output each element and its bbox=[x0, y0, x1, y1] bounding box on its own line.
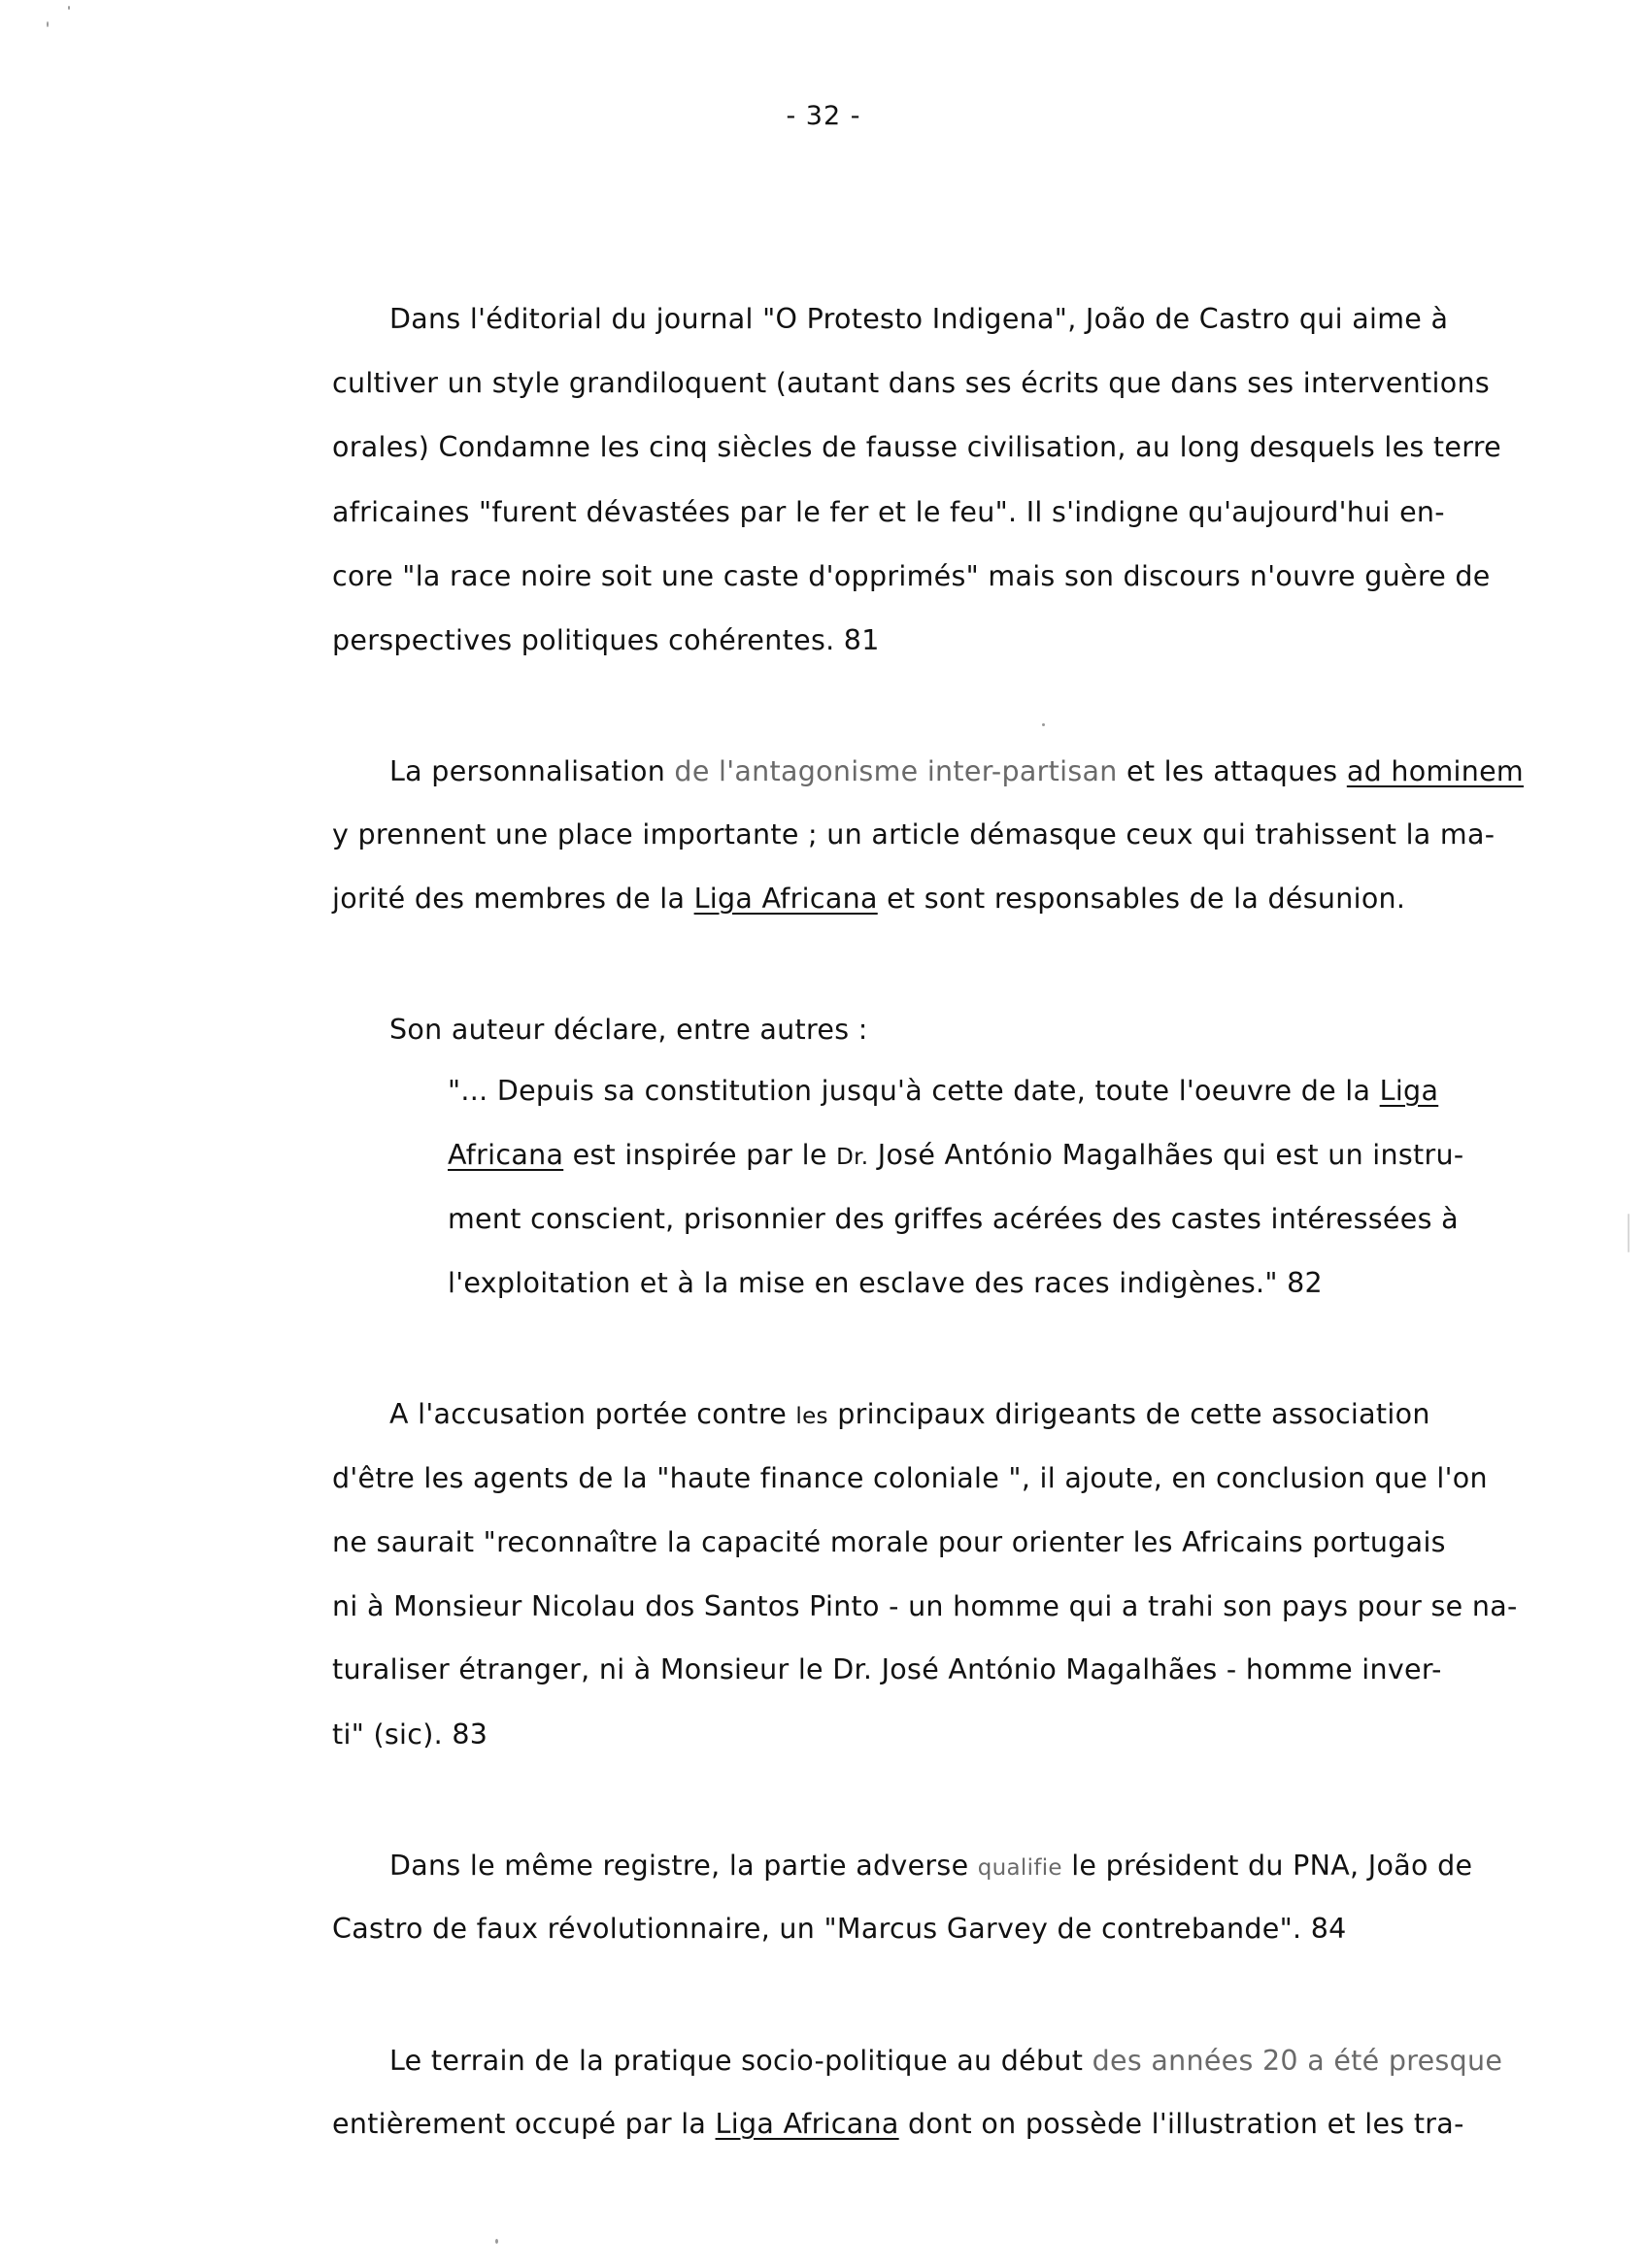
text-span: est inspirée par le bbox=[563, 1139, 837, 1171]
text-span: "... Depuis sa constitution jusqu'à cette date, toute l'oeuvre de la bbox=[448, 1075, 1380, 1107]
small-text: les bbox=[795, 1404, 828, 1429]
text-line: Castro de faux révolutionnaire, un "Marcus Garvey de contrebande". 84 bbox=[332, 1913, 1347, 1945]
text-span: José António Magalhães qui est un instru- bbox=[868, 1139, 1464, 1171]
text-line: l'exploitation et à la mise en esclave des races indigènes." 82 bbox=[448, 1267, 1323, 1299]
faint-text: des années 20 a été presque bbox=[1092, 2045, 1503, 2077]
text-span: principaux dirigeants de cette association bbox=[827, 1398, 1430, 1430]
text-span: et sont responsables de la désunion. bbox=[877, 883, 1406, 915]
text-line: ment conscient, prisonnier des griffes acérées des castes intéressées à bbox=[448, 1203, 1459, 1235]
text-line: turaliser étranger, ni à Monsieur le Dr. José António Magalhães - homme inver- bbox=[332, 1653, 1442, 1685]
text-line: ne saurait "reconnaître la capacité morale pour orienter les Africains portugais bbox=[332, 1526, 1446, 1558]
text-line: core "la race noire soit une caste d'opprimés" mais son discours n'ouvre guère de bbox=[332, 560, 1491, 592]
underlined-term: Liga bbox=[1379, 1075, 1439, 1107]
text-span: A l'accusation portée contre bbox=[389, 1398, 796, 1430]
text-line bbox=[389, 2042, 1502, 2081]
underlined-term: Africana bbox=[448, 1139, 564, 1171]
underlined-term: Liga Africana bbox=[693, 883, 878, 915]
text-span: entièrement occupé par la bbox=[332, 2108, 716, 2140]
text-line bbox=[332, 2105, 1464, 2144]
text-span: Dans le même registre, la partie adverse bbox=[389, 1850, 978, 1882]
page-number: - 32 - bbox=[786, 101, 861, 131]
text-span: La personnalisation bbox=[389, 755, 666, 787]
text-line: d'être les agents de la "haute finance coloniale ", il ajoute, en conclusion que l'on bbox=[332, 1462, 1488, 1494]
text-span: le président du PNA, João de bbox=[1061, 1850, 1473, 1882]
text-line bbox=[448, 1072, 1438, 1111]
small-text: Dr. bbox=[836, 1145, 869, 1170]
scan-speck bbox=[47, 21, 49, 27]
scan-speck bbox=[68, 6, 70, 10]
text-span: dont on possède l'illustration et les tra- bbox=[898, 2108, 1464, 2140]
text-line: ti" (sic). 83 bbox=[332, 1718, 488, 1751]
underlined-term: Liga Africana bbox=[715, 2108, 899, 2140]
text-line: africaines "furent dévastées par le fer et le feu". Il s'indigne qu'aujourd'hui en- bbox=[332, 496, 1445, 528]
text-line bbox=[389, 1847, 1472, 1887]
scan-speck bbox=[1042, 723, 1045, 726]
text-span: et les attaques bbox=[1126, 755, 1338, 787]
scan-speck bbox=[495, 2239, 498, 2244]
text-line: perspectives politiques cohérentes. 81 bbox=[332, 624, 880, 656]
faint-text: de l'antagonisme inter-partisan bbox=[674, 755, 1118, 787]
text-span: Le terrain de la pratique socio-politique au début bbox=[389, 2045, 1092, 2077]
text-line: orales) Condamne les cinq siècles de fausse civilisation, au long desquels les terre bbox=[332, 431, 1501, 463]
text-line: ni à Monsieur Nicolau dos Santos Pinto - un homme qui a trahi son pays pour se na- bbox=[332, 1590, 1518, 1622]
text-line bbox=[448, 1136, 1463, 1177]
text-line bbox=[332, 880, 1405, 918]
text-line: Dans l'éditorial du journal "O Protesto Indigena", João de Castro qui aime à bbox=[389, 303, 1449, 335]
text-line: cultiver un style grandiloquent (autant dans ses écrits que dans ses interventions bbox=[332, 367, 1490, 399]
text-line: Son auteur déclare, entre autres : bbox=[389, 1014, 868, 1046]
text-span: jorité des membres de la bbox=[332, 883, 694, 915]
text-line bbox=[389, 1395, 1430, 1436]
text-line: y prennent une place importante ; un article démasque ceux qui trahissent la ma- bbox=[332, 818, 1496, 850]
underlined-term: ad hominem bbox=[1346, 755, 1524, 787]
text-line bbox=[389, 752, 1524, 791]
small-text: qualifie bbox=[977, 1855, 1062, 1881]
scan-speck bbox=[1628, 1214, 1630, 1252]
